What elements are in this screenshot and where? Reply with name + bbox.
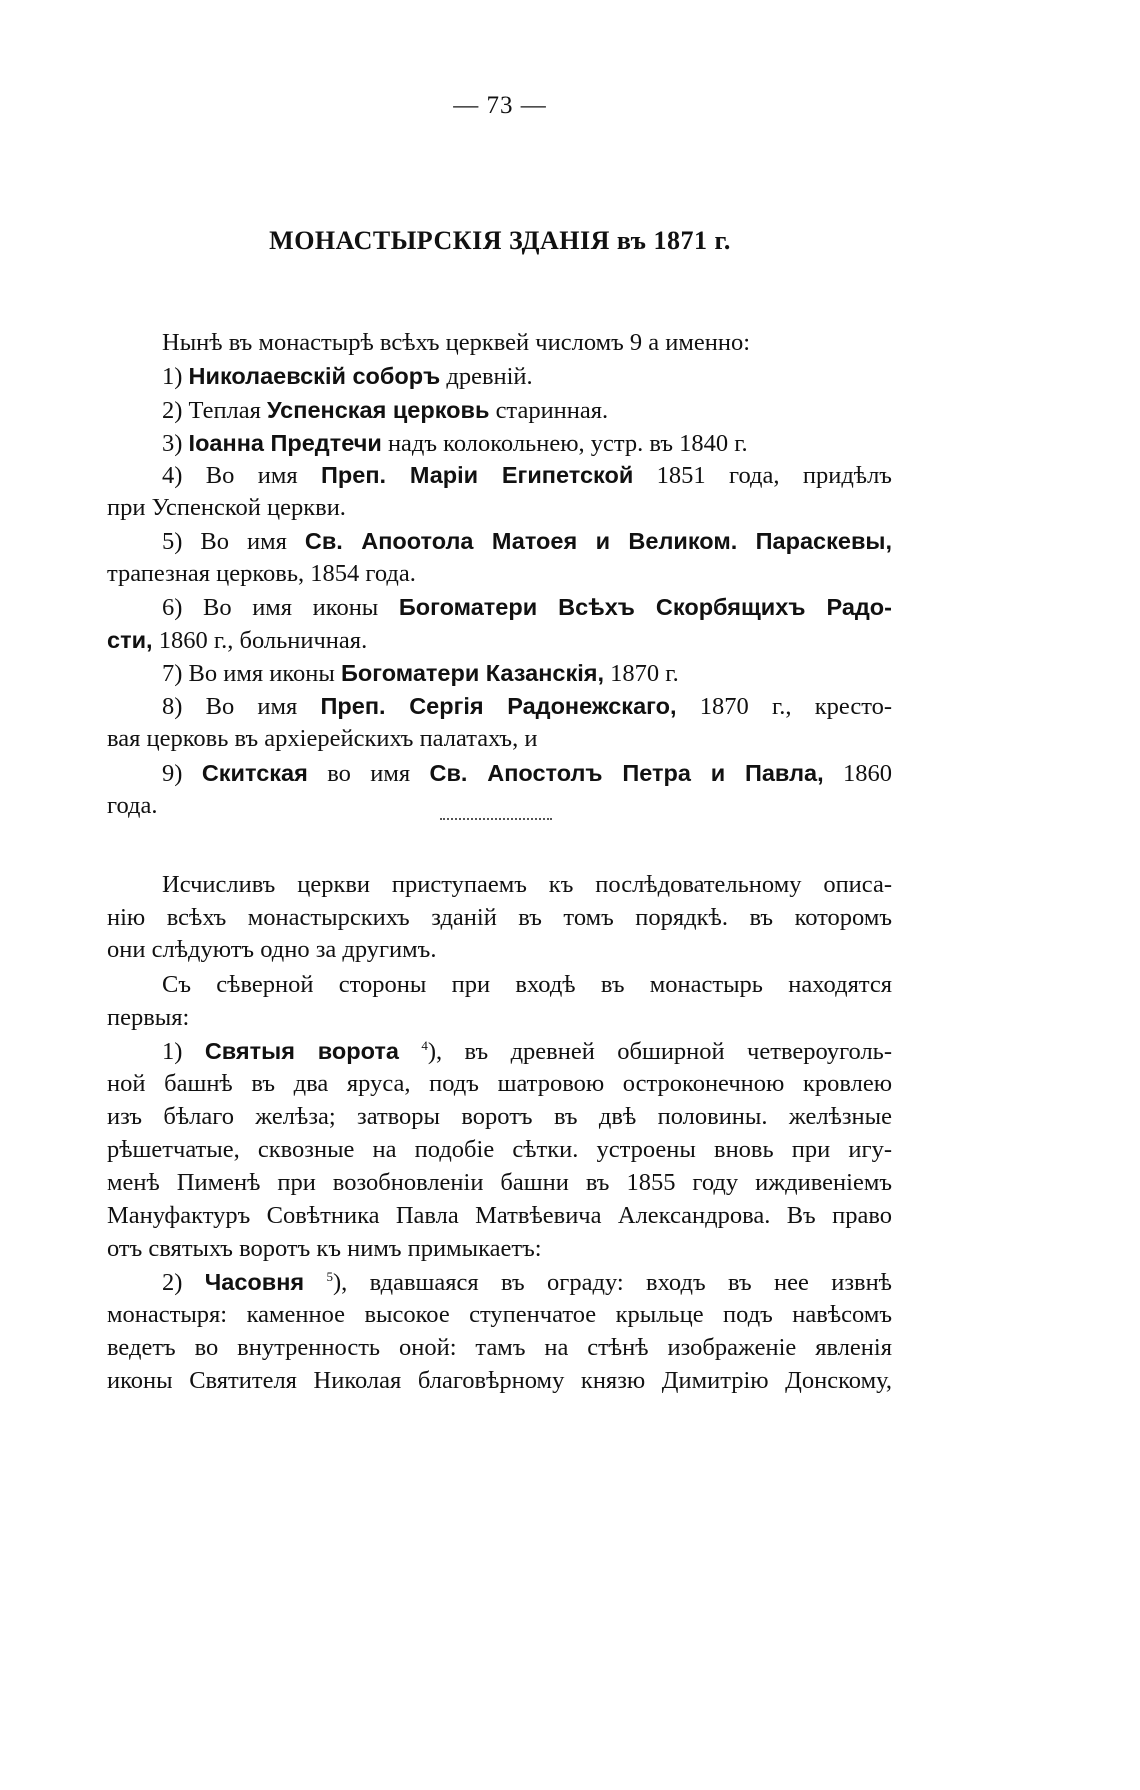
church-1-rest: древній. bbox=[440, 363, 533, 390]
church-3 bbox=[162, 428, 748, 459]
desc-p3-line5: менѣ Пименѣ при возобновленіи башни въ 1855 году иждивеніемъ bbox=[107, 1169, 892, 1196]
church-2-pre: 2) Теплая bbox=[162, 397, 268, 424]
desc-p4-line2: монастыря: каменное высокое ступенчатое крыльце подъ навѣсомъ bbox=[107, 1301, 892, 1328]
church-8-name: Преп. Сергія Радонежскаго, bbox=[320, 693, 677, 719]
footnote-ref-4: 4 bbox=[421, 1037, 428, 1053]
church-2 bbox=[162, 395, 608, 426]
desc-p4-line1 bbox=[162, 1267, 892, 1298]
desc-p4-rest: ), вдавшаяся въ ограду: входъ въ нее извнѣ bbox=[333, 1269, 892, 1296]
church-3-num: 3) bbox=[162, 430, 189, 457]
church-8-line2: вая церковь въ архіерейскихъ палатахъ, и bbox=[107, 725, 538, 752]
church-7-name: Богоматери Казанскія, bbox=[340, 660, 605, 686]
desc-p1-line1: Исчисливъ церкви приступаемъ къ послѣдовательному описа- bbox=[162, 871, 892, 898]
church-3-rest: надъ колокольнею, устр. въ 1840 г. bbox=[381, 430, 748, 457]
desc-p3-num: 1) bbox=[162, 1038, 205, 1065]
church-7 bbox=[162, 658, 679, 689]
desc-p2-line2: первыя: bbox=[107, 1004, 190, 1031]
church-9-name: Скитская bbox=[201, 760, 308, 786]
section-divider bbox=[440, 818, 552, 820]
church-8-pre: 8) Во имя bbox=[162, 693, 321, 720]
church-6 bbox=[162, 592, 892, 623]
desc-p4-num: 2) bbox=[162, 1269, 205, 1296]
church-6-rest2: 1860 г., больничная. bbox=[152, 627, 368, 654]
church-5 bbox=[162, 526, 892, 557]
footnote-ref-5: 5 bbox=[326, 1268, 334, 1284]
church-7-pre: 7) Во имя иконы bbox=[162, 660, 341, 687]
church-1-name: Николаевскій соборъ bbox=[188, 363, 441, 389]
church-9 bbox=[162, 758, 892, 789]
chapel-name: Часовня bbox=[204, 1269, 305, 1295]
church-6-pre: 6) Во имя иконы bbox=[162, 594, 399, 621]
churches-intro: Нынѣ въ монастырѣ всѣхъ церквей числомъ 9 а именно: bbox=[162, 329, 751, 356]
church-5-pre: 5) Во имя bbox=[162, 528, 305, 555]
church-5-name: Св. Апоотола Матоея и Великом. Параскевы, bbox=[304, 528, 892, 554]
church-9-num: 9) bbox=[162, 760, 202, 787]
church-6-line2 bbox=[107, 625, 367, 656]
desc-p3-rest: ), въ древней обширной четвероуголь- bbox=[427, 1038, 892, 1065]
church-8 bbox=[162, 691, 892, 722]
church-6-name: Богоматери Всѣхъ Скорбящихъ Радо- bbox=[398, 594, 892, 620]
desc-p4-line3: ведетъ во внутренность оной: тамъ на стѣнѣ изображеніе явленія bbox=[107, 1334, 892, 1361]
desc-p3-line7: отъ святыхъ воротъ къ нимъ примыкаетъ: bbox=[107, 1235, 542, 1262]
section-title: МОНАСТЫРСКІЯ ЗДАНІЯ въ 1871 г. bbox=[269, 226, 731, 255]
desc-p1-line2: нію всѣхъ монастырскихъ зданій въ томъ порядкѣ. въ которомъ bbox=[107, 904, 892, 931]
church-4-line2: при Успенской церкви. bbox=[107, 494, 346, 521]
church-5-line2: трапезная церковь, 1854 года. bbox=[107, 560, 416, 587]
church-7-rest: 1870 г. bbox=[604, 660, 679, 687]
holy-gates-name: Святыя ворота bbox=[204, 1038, 399, 1064]
desc-p1-line3: они слѣдуютъ одно за другимъ. bbox=[107, 936, 437, 963]
desc-p3-line2: ной башнѣ въ два яруса, подъ шатровою остроконечною кровлею bbox=[107, 1070, 892, 1097]
desc-p3-line6: Мануфактуръ Совѣтника Павла Матвѣевича Александрова. Въ право bbox=[107, 1202, 892, 1229]
church-9-name2: Св. Апостолъ Петра и Павла, bbox=[429, 760, 824, 786]
church-1 bbox=[162, 361, 533, 392]
desc-p2-line1: Съ сѣверной стороны при входѣ въ монастырь находятся bbox=[162, 971, 892, 998]
desc-p4-line4: иконы Святителя Николая благовѣрному князю Димитрію Донскому, bbox=[107, 1367, 892, 1394]
church-2-name: Успенская церковь bbox=[267, 397, 490, 423]
church-4 bbox=[162, 460, 892, 491]
church-9-line2: года. bbox=[107, 792, 158, 819]
page-number: — 73 — bbox=[453, 92, 547, 119]
church-9-mid: во имя bbox=[307, 760, 430, 787]
desc-p3-line1 bbox=[162, 1036, 892, 1067]
church-4-pre: 4) Во имя bbox=[162, 462, 322, 489]
desc-p3-line3: изъ бѣлаго желѣза; затворы воротъ въ двѣ половины. желѣзные bbox=[107, 1103, 892, 1130]
church-8-rest: 1870 г., кресто- bbox=[676, 693, 892, 720]
church-1-num: 1) bbox=[162, 363, 189, 390]
church-4-rest: 1851 года, придѣлъ bbox=[633, 462, 892, 489]
desc-p3-line4: рѣшетчатые, сквозные на подобіе сѣтки. устроены вновь при игу- bbox=[107, 1136, 892, 1163]
church-6-name2: сти, bbox=[107, 627, 153, 653]
church-3-name: Іоанна Предтечи bbox=[188, 430, 382, 456]
church-9-rest: 1860 bbox=[823, 760, 892, 787]
church-4-name: Преп. Маріи Египетской bbox=[321, 462, 634, 488]
church-2-rest: старинная. bbox=[489, 397, 609, 424]
